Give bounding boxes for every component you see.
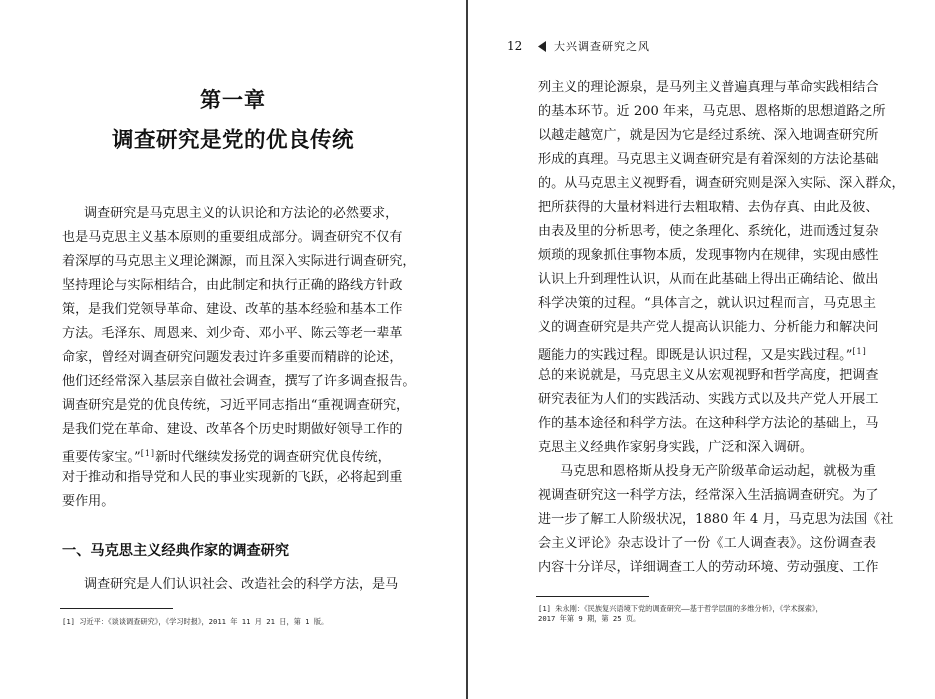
text-line: 策，是我们党领导革命、建设、改革的基本经验和基本工作 (62, 302, 403, 317)
text-line: 列主义的理论源泉，是马列主义普遍真理与革命实践相结合 (538, 80, 879, 95)
footnote-line: [1] 朱永刚：《民族复兴语境下党的调查研究——基于哲学层面的多维分析》，《学术探索》， (538, 604, 823, 613)
text-line: 调查研究是人们认识社会、改造社会的科学方法，是马 (84, 577, 399, 592)
text-fragment: 重要传家宝。” (62, 450, 141, 465)
text-line: 着深厚的马克思主义理论渊源，而且深入实际进行调查研究， (62, 254, 416, 269)
text-line: 是我们党在革命、建设、改革各个历史时期做好领导工作的 (62, 422, 403, 437)
text-line: 科学决策的过程。“具体言之，就认识过程而言，马克思主 (538, 296, 876, 311)
text-line: 义的调查研究是共产党人提高认识能力、分析能力和解决问 (538, 320, 879, 335)
text-line: 研究表征为人们的实践活动、实践方式以及共产党人开展工 (538, 392, 879, 407)
text-line: 坚持理论与实际相结合，由此制定和执行正确的路线方针政 (62, 278, 403, 293)
running-header: 大兴调查研究之风 (554, 40, 650, 53)
text-line: 调查研究是党的优良传统，习近平同志指出“重视调查研究， (62, 398, 410, 413)
section-heading: 一、马克思主义经典作家的调查研究 (62, 543, 290, 559)
text-line: 由表及里的分析思考，使之条理化、系统化，进而透过复杂 (538, 224, 879, 239)
text-line: 内容十分详尽，详细调查工人的劳动环境、劳动强度、工作 (538, 560, 879, 575)
text-line: 会主义评论》杂志设计了一份《工人调查表》。这份调查表 (538, 536, 876, 551)
page-number: 12 (507, 39, 523, 53)
chapter-number: 第一章 (200, 88, 266, 112)
footnote: [1] 习近平：《谈谈调查研究》，《学习时报》，2011 年 11 月 21 日，第 1 版。 (62, 617, 329, 626)
text-line: 以越走越宽广，就是因为它是经过系统、深入地调查研究所 (538, 128, 879, 143)
footnote-line: 2017 年第 9 期，第 25 页。 (538, 614, 641, 623)
chapter-title: 调查研究是党的优良传统 (111, 128, 354, 153)
text-line: 要作用。 (62, 494, 115, 509)
text-line: 烦琐的现象抓住事物本质，发现事物内在规律，实现由感性 (538, 248, 879, 263)
footnote-rule (536, 596, 649, 597)
text-fragment: 题能力的实践过程。即既是认识过程，又是实践过程。” (538, 348, 853, 363)
text-line: 总的来说就是，马克思主义从宏观视野和哲学高度，把调查 (538, 368, 879, 383)
footnote-marker[interactable]: [1] (852, 347, 867, 356)
footnote-marker[interactable]: [1] (140, 449, 156, 458)
text-line: 进一步了解工人阶级状况，1880 年 4 月，马克思为法国《社 (538, 512, 894, 527)
text-line: 方法。毛泽东、周恩来、刘少奇、邓小平、陈云等老一辈革 (62, 326, 403, 341)
text-line: 也是马克思主义基本原则的重要组成部分。调查研究不仅有 (62, 230, 403, 245)
text-line: 认识上升到理性认识，从而在此基础上得出正确结论、做出 (538, 272, 879, 287)
right-page (468, 0, 935, 699)
text-line: 调查研究是马克思主义的认识论和方法论的必然要求， (84, 206, 399, 221)
text-line (62, 446, 393, 466)
text-line: 把所获得的大量材料进行去粗取精、去伪存真、由此及彼、 (538, 200, 879, 215)
text-fragment: 新时代继续发扬党的调查研究优良传统， (155, 450, 391, 465)
left-page (0, 0, 466, 699)
text-line: 他们还经常深入基层亲自做社会调查，撰写了许多调查报告。 (62, 374, 416, 389)
header-triangle-icon (538, 41, 546, 52)
footnote-rule (60, 608, 173, 609)
text-line (538, 344, 876, 364)
text-line: 马克思和恩格斯从投身无产阶级革命运动起，就极为重 (560, 464, 876, 479)
text-line: 对于推动和指导党和人民的事业实现新的飞跃，必将起到重 (62, 470, 403, 485)
text-line: 的基本环节。近 200 年来，马克思、恩格斯的思想道路之所 (538, 104, 886, 119)
text-line: 命家，曾经对调查研究问题发表过许多重要而精辟的论述， (62, 350, 403, 365)
text-line: 作的基本途径和科学方法。在这种科学方法论的基础上，马 (538, 416, 879, 431)
footnote (538, 604, 823, 624)
text-line: 视调查研究这一科学方法，经常深入生活搞调查研究。为了 (538, 488, 879, 503)
text-line: 的。从马克思主义视野看，调查研究则是深入实际、深入群众， (538, 176, 905, 191)
text-line: 形成的真理。马克思主义调查研究是有着深刻的方法论基础 (538, 152, 879, 167)
text-line: 克思主义经典作家躬身实践，广泛和深入调研。 (538, 440, 813, 455)
